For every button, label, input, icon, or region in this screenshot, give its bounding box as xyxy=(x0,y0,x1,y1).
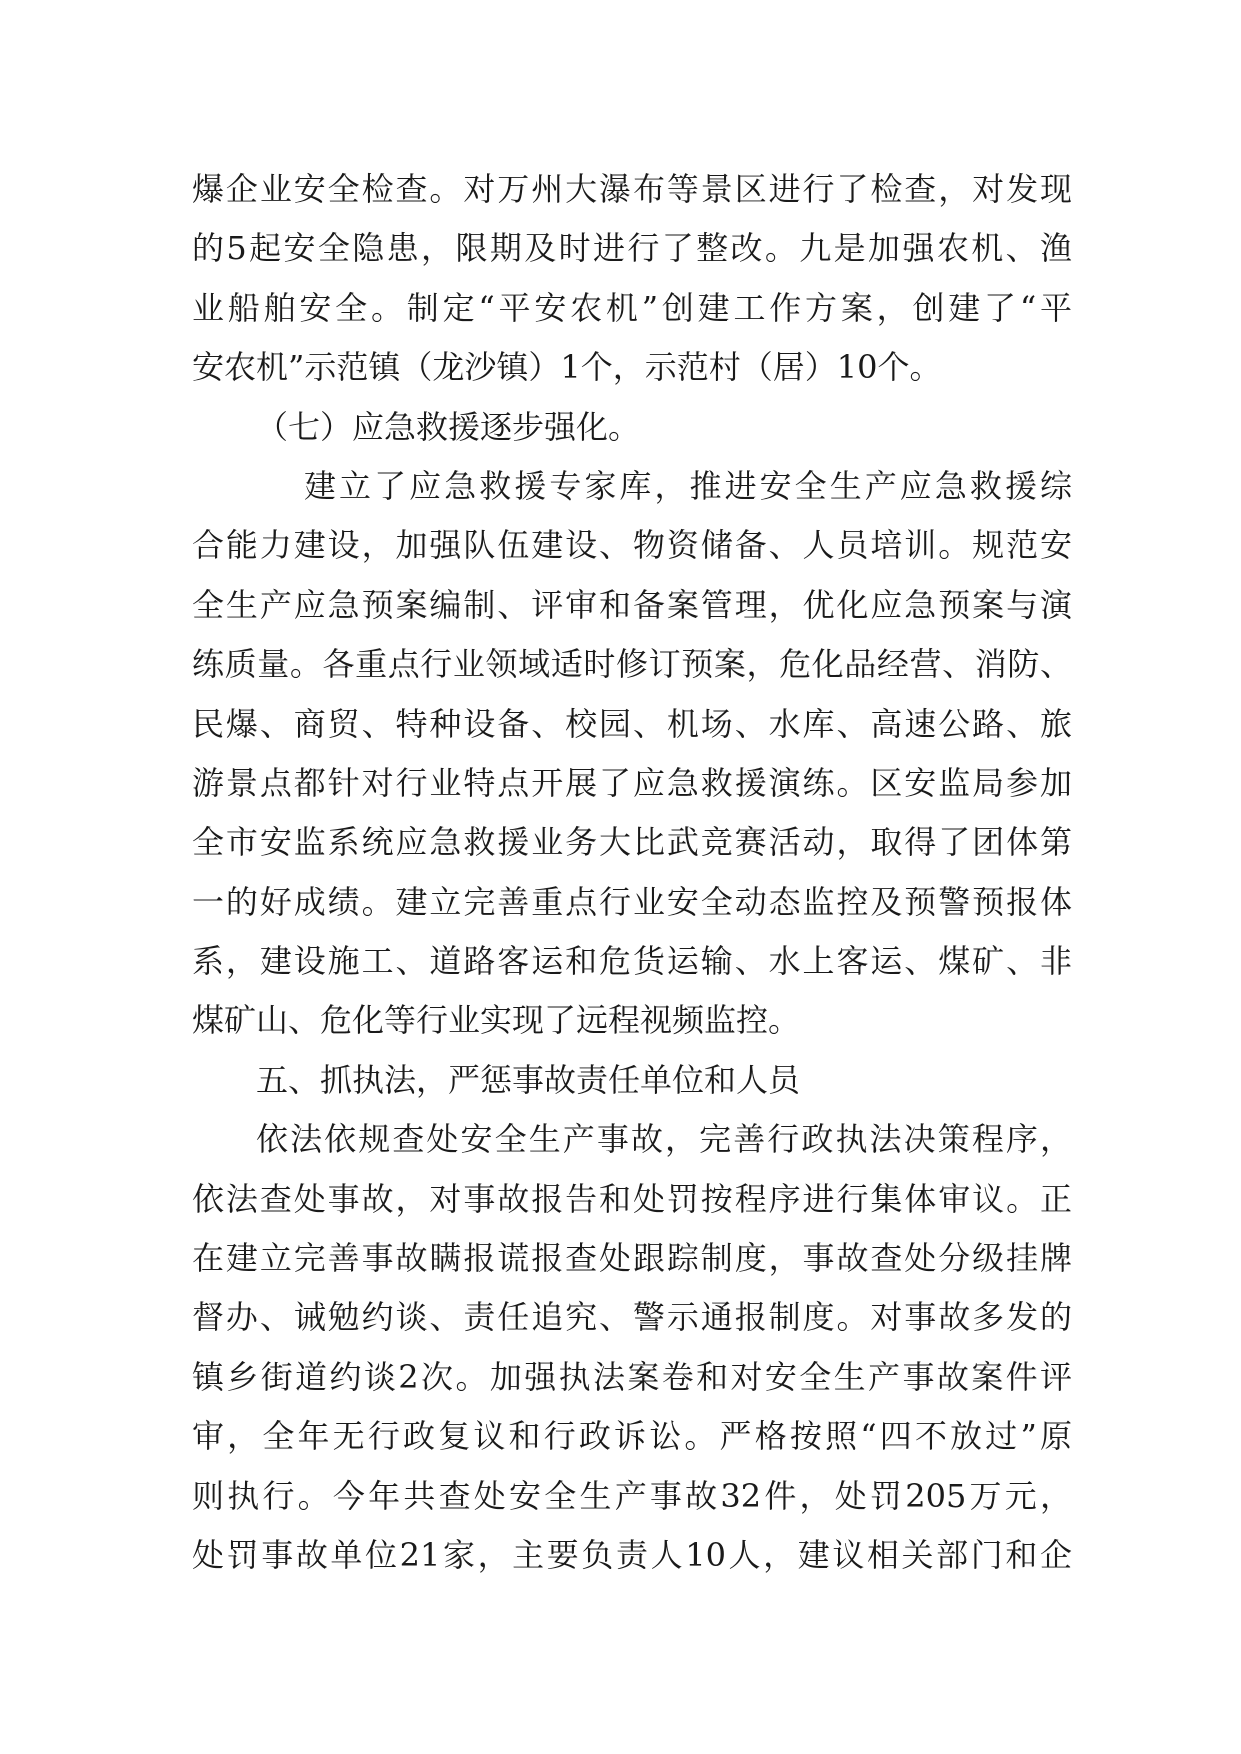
text-line: 镇乡街道约谈2次。加强执法案卷和对安全生产事故案件评 xyxy=(192,1357,1072,1396)
text-line: 合能力建设，加强队伍建设、物资储备、人员培训。规范安 xyxy=(192,526,1072,565)
text-line: 在建立完善事故瞒报谎报查处跟踪制度，事故查处分级挂牌 xyxy=(192,1239,1072,1278)
text-line: 一的好成绩。建立完善重点行业安全动态监控及预警预报体 xyxy=(192,882,1072,921)
paragraph-first-line: 依法依规查处安全生产事故，完善行政执法决策程序， xyxy=(256,1120,1072,1159)
text-line: 游景点都针对行业特点开展了应急救援演练。区安监局参加 xyxy=(192,763,1072,802)
text-line: 安农机”示范镇（龙沙镇）1个，示范村（居）10个。 xyxy=(192,348,942,387)
paragraph-first-line: 建立了应急救援专家库，推进安全生产应急救援综 xyxy=(304,466,1072,505)
text-line: 处罚事故单位21家，主要负责人10人，建议相关部门和企 xyxy=(192,1535,1072,1574)
text-line: 的5起安全隐患，限期及时进行了整改。九是加强农机、渔 xyxy=(192,229,1072,268)
body-text xyxy=(192,160,1072,1585)
text-line: 则执行。今年共查处安全生产事故32件，处罚205万元， xyxy=(192,1476,1072,1515)
text-line: 督办、诫勉约谈、责任追究、警示通报制度。对事故多发的 xyxy=(192,1298,1072,1337)
text-line: 全市安监系统应急救援业务大比武竞赛活动，取得了团体第 xyxy=(192,823,1072,862)
text-line: 全生产应急预案编制、评审和备案管理，优化应急预案与演 xyxy=(192,585,1072,624)
text-line: 爆企业安全检查。对万州大瀑布等景区进行了检查，对发现 xyxy=(192,170,1072,208)
text-line: 系，建设施工、道路客运和危货运输、水上客运、煤矿、非 xyxy=(192,942,1072,981)
text-line: 依法查处事故，对事故报告和处罚按程序进行集体审议。正 xyxy=(192,1179,1072,1218)
text-line: 煤矿山、危化等行业实现了远程视频监控。 xyxy=(192,1001,801,1040)
text-line: 审，全年无行政复议和行政诉讼。严格按照“四不放过”原 xyxy=(192,1417,1072,1456)
section-heading: （七）应急救援逐步强化。 xyxy=(256,407,641,446)
text-line: 民爆、商贸、特种设备、校园、机场、水库、高速公路、旅 xyxy=(192,704,1072,743)
text-line: 业船舶安全。制定“平安农机”创建工作方案，创建了“平 xyxy=(192,288,1072,327)
text-line: 练质量。各重点行业领域适时修订预案，危化品经营、消防、 xyxy=(192,645,1072,684)
section-heading: 五、抓执法，严惩事故责任单位和人员 xyxy=(256,1060,801,1099)
